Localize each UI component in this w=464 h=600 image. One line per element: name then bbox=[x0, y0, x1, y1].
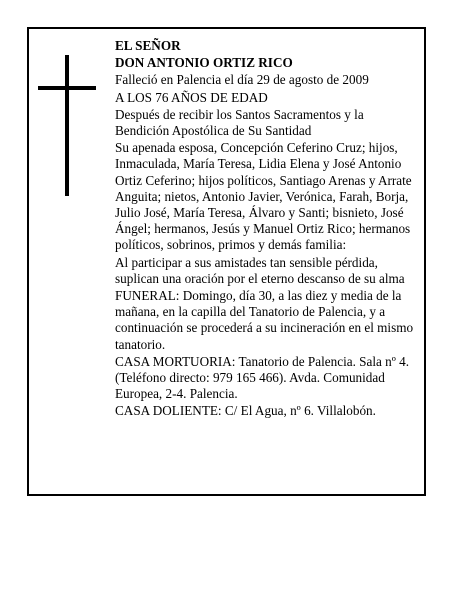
funeral-info: FUNERAL: Domingo, día 30, a las diez y media de la mañana, en la capilla del Tanatorio de Palencia, y a continuación se procederá a su incineración en el mismo tanatorio. bbox=[115, 288, 414, 352]
obituary-text bbox=[115, 38, 415, 421]
mortuary-info: CASA MORTUORIA: Tanatorio de Palencia. Sala nº 4. (Teléfono directo: 979 165 466). Avda. Comunidad Europea, 2-4. Palencia. bbox=[115, 353, 410, 402]
age: A LOS 76 AÑOS DE EDAD bbox=[115, 89, 268, 105]
family-home-info: CASA DOLIENTE: C/ El Agua, nº 6. Villalobón. bbox=[115, 403, 376, 419]
cross-icon-bar bbox=[38, 86, 96, 90]
heading-title: EL SEÑOR bbox=[115, 38, 181, 53]
sacraments: Después de recibir los Santos Sacramentos y la Bendición Apostólica de Su Santidad bbox=[115, 106, 364, 139]
request-prayer: Al participar a sus amistades tan sensible pérdida, suplican una oración por el eterno descanso de su alma bbox=[115, 254, 405, 286]
family-list: Su apenada esposa, Concepción Ceferino Cruz; hijos, Inmaculada, María Teresa, Lidia Elena y José Antonio Ortiz Ceferino; hijos políticos, Santiago Arenas y Arrate Anguita; nietos, Antonio Javier, Verónica, Farah, Borja, Julio José, María Teresa, Álvaro y Santi; bisnieto, José Ángel; hermanos, Jesús y Manuel Ortiz Rico; hermanos políticos, sobrinos, primos y demás familia: bbox=[115, 140, 412, 253]
deceased-name: DON ANTONIO ORTIZ RICO bbox=[115, 55, 293, 71]
death-date: Falleció en Palencia el día 29 de agosto de 2009 bbox=[115, 72, 369, 88]
cross-icon bbox=[65, 55, 69, 196]
